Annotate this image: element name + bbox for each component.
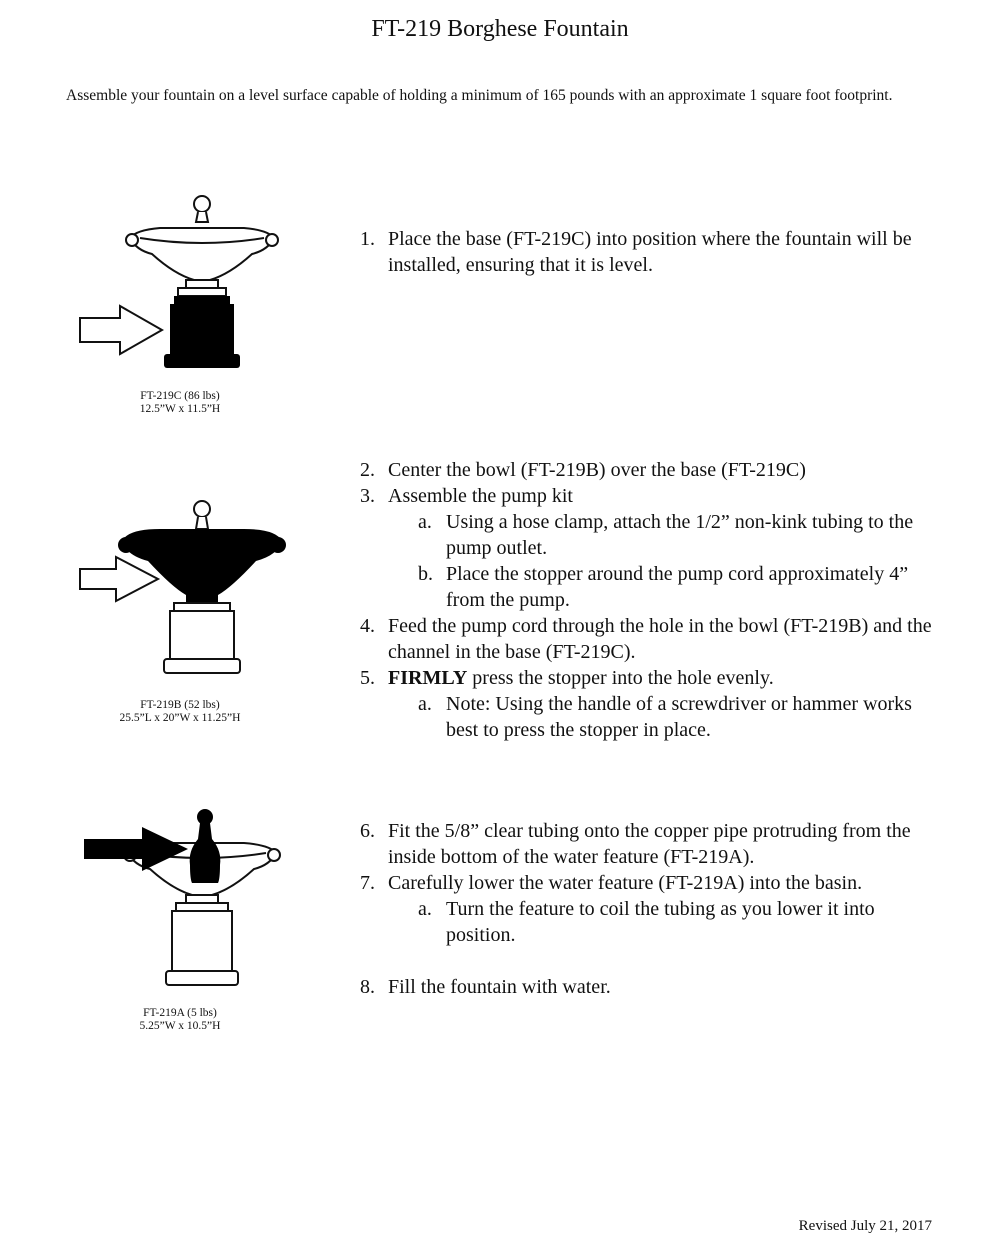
step-number: 7. bbox=[360, 872, 375, 894]
step-letter: a. bbox=[418, 898, 432, 920]
steps-section-1 bbox=[360, 226, 940, 278]
steps-section-2 bbox=[360, 457, 940, 743]
step-7a bbox=[360, 896, 940, 948]
step-number: 6. bbox=[360, 820, 375, 842]
step-6 bbox=[360, 818, 940, 870]
step-text: Assemble the pump kit bbox=[388, 485, 573, 507]
step-text: Turn the feature to coil the tubing as you lower it into position. bbox=[446, 898, 875, 946]
page-title: FT-219 Borghese Fountain bbox=[371, 16, 629, 42]
caption-dimensions: 25.5”L x 20”W x 11.25”H bbox=[119, 712, 241, 724]
step-text: Place the base (FT-219C) into position where the fountain will be installed, ensuring that it is level. bbox=[388, 228, 912, 276]
step-5a bbox=[360, 691, 940, 743]
step-text: press the stopper into the hole evenly. bbox=[467, 667, 774, 689]
step-text: Carefully lower the water feature (FT-219A) into the basin. bbox=[388, 872, 863, 894]
caption-dimensions: 5.25”W x 10.5”H bbox=[139, 1020, 221, 1032]
step-letter: a. bbox=[418, 693, 432, 715]
step-7 bbox=[360, 870, 940, 896]
revision-date: Revised July 21, 2017 bbox=[798, 1218, 932, 1234]
step-3a bbox=[360, 509, 940, 561]
step-4 bbox=[360, 613, 940, 665]
caption-weight: FT-219C (86 lbs) bbox=[140, 390, 220, 402]
step-number: 2. bbox=[360, 459, 375, 481]
figure-feature-ft219a bbox=[70, 805, 300, 1005]
step-text: Fit the 5/8” clear tubing onto the copper pipe protruding from the inside bottom of the water feature (FT-219A). bbox=[388, 820, 911, 868]
step-letter: b. bbox=[418, 563, 433, 585]
figure-caption-ft219b bbox=[90, 699, 270, 725]
step-3 bbox=[360, 483, 940, 509]
step-letter: a. bbox=[418, 511, 432, 533]
figure-caption-ft219a bbox=[100, 1007, 260, 1033]
step-text: Fill the fountain with water. bbox=[388, 976, 611, 998]
step-number: 8. bbox=[360, 976, 375, 998]
step-emphasis: FIRMLY bbox=[388, 667, 468, 689]
caption-weight: FT-219B (52 lbs) bbox=[140, 699, 220, 711]
step-8 bbox=[360, 974, 940, 1000]
figure-base-ft219c bbox=[70, 190, 300, 385]
step-number: 5. bbox=[360, 667, 375, 689]
step-1 bbox=[360, 226, 940, 278]
step-5 bbox=[360, 665, 940, 691]
intro-paragraph: Assemble your fountain on a level surface capable of holding a minimum of 165 pounds with an approximate 1 square foot footprint. bbox=[66, 87, 893, 104]
step-text: Feed the pump cord through the hole in the bowl (FT-219B) and the channel in the base (FT-219C). bbox=[388, 615, 932, 663]
figure-bowl-ft219b bbox=[70, 495, 300, 690]
step-text: Using a hose clamp, attach the 1/2” non-kink tubing to the pump outlet. bbox=[446, 511, 914, 559]
figure-caption-ft219c bbox=[100, 390, 260, 416]
caption-weight: FT-219A (5 lbs) bbox=[143, 1007, 217, 1019]
step-3b bbox=[360, 561, 940, 613]
step-text: Center the bowl (FT-219B) over the base (FT-219C) bbox=[388, 459, 806, 481]
step-text: Note: Using the handle of a screwdriver or hammer works best to press the stopper in place. bbox=[446, 693, 912, 741]
steps-section-3 bbox=[360, 818, 940, 1000]
step-number: 1. bbox=[360, 228, 375, 250]
caption-dimensions: 12.5”W x 11.5”H bbox=[139, 403, 221, 415]
step-number: 4. bbox=[360, 615, 375, 637]
step-2 bbox=[360, 457, 940, 483]
step-text: Place the stopper around the pump cord approximately 4” from the pump. bbox=[446, 563, 909, 611]
step-number: 3. bbox=[360, 485, 375, 507]
